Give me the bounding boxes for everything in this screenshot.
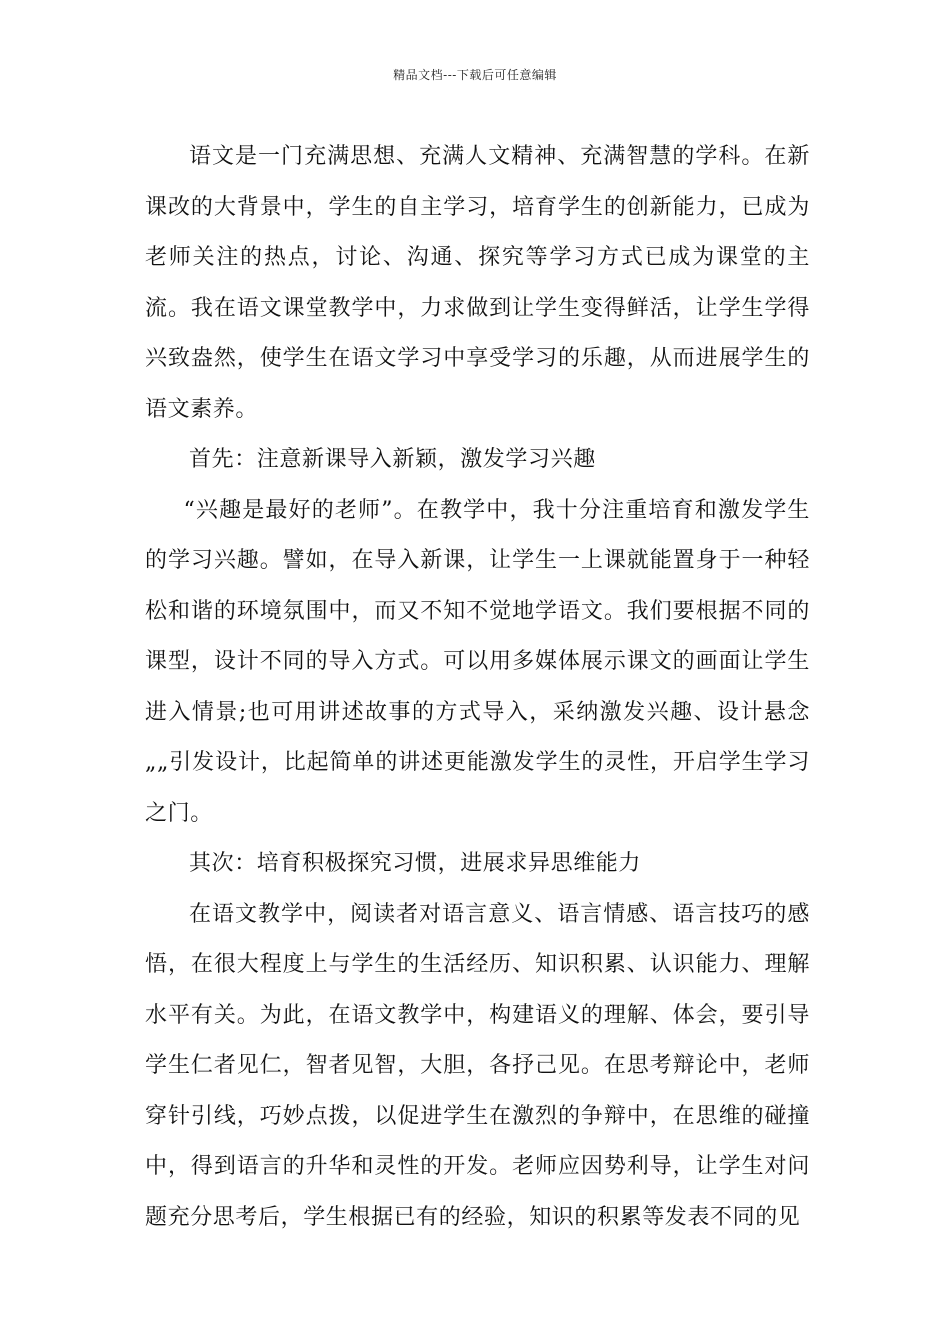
- page-header: 精品文档---下载后可任意编辑: [393, 68, 557, 82]
- document-body: [145, 132, 810, 1243]
- paragraph-inquiry: 在语文教学中，阅读者对语言意义、语言情感、语言技巧的感悟，在很大程度上与学生的生活经历、知识积累、认识能力、理解水平有关。为此，在语文教学中，构建语义的理解、体会，要引导学生仁者见仁，智者见智，大胆，各抒己见。在思考辩论中，老师穿针引线，巧妙点拨，以促进学生在激烈的争辩中，在思维的碰撞中，得到语言的升华和灵性的开发。老师应因势利导，让学生对问题充分思考后，学生根据已有的经验，知识的积累等发表不同的见: [145, 901, 810, 1230]
- paragraph-interest: “兴趣是最好的老师”。在教学中，我十分注重培育和激发学生的学习兴趣。譬如，在导入新课，让学生一上课就能置身于一种轻松和谐的环境氛围中，而又不知不觉地学语文。我们要根据不同的课型，设计不同的导入方式。可以用多媒体展示课文的画面让学生进入情景;也可用讲述故事的方式导入，采纳激发兴趣、设计悬念„„引发设计，比起简单的讲述更能激发学生的灵性，开启学生学习之门。: [145, 497, 810, 826]
- paragraph-intro: 语文是一门充满思想、充满人文精神、充满智慧的学科。在新课改的大背景中，学生的自主学习，培育学生的创新能力，已成为老师关注的热点，讨论、沟通、探究等学习方式已成为课堂的主流。我在语文课堂教学中，力求做到让学生变得鲜活，让学生学得兴致盎然，使学生在语文学习中享受学习的乐趣，从而进展学生的语文素养。: [145, 144, 810, 422]
- section-heading-second: 其次：培育积极探究习惯，进展求异思维能力: [189, 851, 642, 876]
- section-heading-first: 首先：注意新课导入新颖，激发学习兴趣: [189, 447, 596, 472]
